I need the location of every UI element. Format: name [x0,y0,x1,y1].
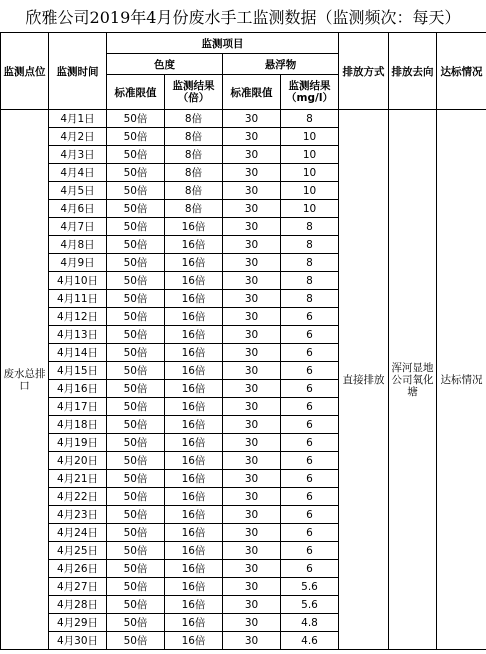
header-monitoring-time: 监测时间 [49,33,107,110]
ss-standard-cell: 30 [223,578,281,596]
ss-standard-cell: 30 [223,542,281,560]
header-suspended-solids: 悬浮物 [223,54,339,75]
color-standard-cell: 50倍 [107,488,165,506]
date-cell: 4月11日 [49,290,107,308]
ss-result-cell: 5.6 [281,596,339,614]
date-cell: 4月13日 [49,326,107,344]
header-discharge-method: 排放方式 [339,33,389,110]
ss-result-cell: 6 [281,488,339,506]
date-cell: 4月16日 [49,380,107,398]
color-standard-cell: 50倍 [107,632,165,650]
color-standard-cell: 50倍 [107,416,165,434]
color-standard-cell: 50倍 [107,470,165,488]
color-standard-cell: 50倍 [107,326,165,344]
ss-standard-cell: 30 [223,380,281,398]
header-compliance: 达标情况 [437,33,486,110]
compliance-cell: 达标情况 [437,110,486,650]
ss-standard-cell: 30 [223,362,281,380]
ss-standard-cell: 30 [223,470,281,488]
date-cell: 4月12日 [49,308,107,326]
header-ss-standard-limit: 标准限值 [223,75,281,110]
color-standard-cell: 50倍 [107,524,165,542]
monitoring-table [0,32,486,650]
ss-result-cell: 6 [281,524,339,542]
color-result-cell: 16倍 [165,218,223,236]
ss-standard-cell: 30 [223,452,281,470]
ss-result-cell: 6 [281,380,339,398]
date-cell: 4月17日 [49,398,107,416]
ss-result-cell: 6 [281,326,339,344]
ss-result-cell: 6 [281,308,339,326]
ss-result-cell: 6 [281,470,339,488]
color-result-cell: 16倍 [165,434,223,452]
date-cell: 4月28日 [49,596,107,614]
color-result-cell: 16倍 [165,470,223,488]
ss-standard-cell: 30 [223,416,281,434]
ss-result-cell: 10 [281,182,339,200]
date-cell: 4月6日 [49,200,107,218]
color-standard-cell: 50倍 [107,434,165,452]
date-cell: 4月4日 [49,164,107,182]
sheet-title: 欣雅公司2019年4月份废水手工监测数据（监测频次：每天） [25,7,461,27]
ss-standard-cell: 30 [223,488,281,506]
ss-result-cell: 8 [281,272,339,290]
header-color: 色度 [107,54,223,75]
ss-result-cell: 4.8 [281,614,339,632]
color-standard-cell: 50倍 [107,398,165,416]
ss-standard-cell: 30 [223,110,281,128]
ss-result-cell: 8 [281,290,339,308]
date-cell: 4月20日 [49,452,107,470]
color-standard-cell: 50倍 [107,596,165,614]
date-cell: 4月15日 [49,362,107,380]
date-cell: 4月19日 [49,434,107,452]
header-discharge-destination: 排放去向 [389,33,437,110]
date-cell: 4月7日 [49,218,107,236]
color-standard-cell: 50倍 [107,578,165,596]
color-standard-cell: 50倍 [107,452,165,470]
color-result-cell: 8倍 [165,110,223,128]
color-standard-cell: 50倍 [107,506,165,524]
color-result-cell: 16倍 [165,362,223,380]
color-result-cell: 8倍 [165,128,223,146]
date-cell: 4月14日 [49,344,107,362]
color-standard-cell: 50倍 [107,614,165,632]
color-standard-cell: 50倍 [107,254,165,272]
date-cell: 4月1日 [49,110,107,128]
date-cell: 4月21日 [49,470,107,488]
date-cell: 4月10日 [49,272,107,290]
color-standard-cell: 50倍 [107,236,165,254]
ss-standard-cell: 30 [223,632,281,650]
ss-standard-cell: 30 [223,344,281,362]
ss-standard-cell: 30 [223,434,281,452]
color-standard-cell: 50倍 [107,164,165,182]
color-result-cell: 8倍 [165,164,223,182]
color-standard-cell: 50倍 [107,182,165,200]
color-standard-cell: 50倍 [107,380,165,398]
date-cell: 4月30日 [49,632,107,650]
date-cell: 4月5日 [49,182,107,200]
ss-standard-cell: 30 [223,272,281,290]
color-result-cell: 16倍 [165,506,223,524]
color-standard-cell: 50倍 [107,560,165,578]
ss-standard-cell: 30 [223,254,281,272]
ss-standard-cell: 30 [223,128,281,146]
color-result-cell: 16倍 [165,524,223,542]
date-cell: 4月23日 [49,506,107,524]
ss-result-cell: 4.6 [281,632,339,650]
ss-result-cell: 6 [281,452,339,470]
color-result-cell: 16倍 [165,290,223,308]
color-standard-cell: 50倍 [107,218,165,236]
discharge-method-cell: 直接排放 [339,110,389,650]
date-cell: 4月22日 [49,488,107,506]
color-result-cell: 16倍 [165,416,223,434]
ss-standard-cell: 30 [223,218,281,236]
ss-result-cell: 6 [281,416,339,434]
color-standard-cell: 50倍 [107,542,165,560]
color-result-cell: 16倍 [165,560,223,578]
ss-result-cell: 6 [281,560,339,578]
color-result-cell: 16倍 [165,614,223,632]
color-standard-cell: 50倍 [107,308,165,326]
date-cell: 4月26日 [49,560,107,578]
color-result-cell: 16倍 [165,632,223,650]
ss-standard-cell: 30 [223,326,281,344]
color-standard-cell: 50倍 [107,344,165,362]
ss-standard-cell: 30 [223,614,281,632]
discharge-destination-cell: 浑河显地公司氧化塘 [389,110,437,650]
color-result-cell: 16倍 [165,326,223,344]
ss-standard-cell: 30 [223,164,281,182]
color-standard-cell: 50倍 [107,362,165,380]
ss-result-cell: 10 [281,200,339,218]
color-result-cell: 8倍 [165,182,223,200]
ss-result-cell: 6 [281,506,339,524]
ss-result-cell: 6 [281,434,339,452]
ss-standard-cell: 30 [223,524,281,542]
color-result-cell: 8倍 [165,146,223,164]
date-cell: 4月29日 [49,614,107,632]
ss-result-cell: 8 [281,254,339,272]
ss-result-cell: 6 [281,362,339,380]
ss-standard-cell: 30 [223,146,281,164]
date-cell: 4月2日 [49,128,107,146]
ss-result-cell: 6 [281,398,339,416]
ss-standard-cell: 30 [223,290,281,308]
ss-standard-cell: 30 [223,236,281,254]
header-color-standard-limit: 标准限值 [107,75,165,110]
date-cell: 4月9日 [49,254,107,272]
color-standard-cell: 50倍 [107,128,165,146]
color-result-cell: 16倍 [165,542,223,560]
color-result-cell: 16倍 [165,452,223,470]
color-standard-cell: 50倍 [107,146,165,164]
color-result-cell: 16倍 [165,596,223,614]
ss-result-cell: 8 [281,218,339,236]
ss-standard-cell: 30 [223,398,281,416]
color-result-cell: 16倍 [165,344,223,362]
table-row [1,110,486,128]
color-result-cell: 16倍 [165,488,223,506]
ss-result-cell: 10 [281,128,339,146]
ss-result-cell: 8 [281,110,339,128]
ss-result-cell: 6 [281,344,339,362]
ss-result-cell: 6 [281,542,339,560]
ss-result-cell: 10 [281,164,339,182]
color-standard-cell: 50倍 [107,290,165,308]
ss-result-cell: 10 [281,146,339,164]
date-cell: 4月3日 [49,146,107,164]
ss-standard-cell: 30 [223,596,281,614]
date-cell: 4月24日 [49,524,107,542]
color-result-cell: 8倍 [165,200,223,218]
date-cell: 4月18日 [49,416,107,434]
ss-standard-cell: 30 [223,560,281,578]
color-result-cell: 16倍 [165,578,223,596]
header-monitoring-items: 监测项目 [107,33,339,54]
ss-standard-cell: 30 [223,182,281,200]
header-monitoring-point: 监测点位 [1,33,49,110]
date-cell: 4月27日 [49,578,107,596]
color-result-cell: 16倍 [165,398,223,416]
ss-standard-cell: 30 [223,506,281,524]
color-result-cell: 16倍 [165,272,223,290]
color-result-cell: 16倍 [165,308,223,326]
ss-result-cell: 8 [281,236,339,254]
header-color-result: 监测结果（倍） [165,75,223,110]
color-standard-cell: 50倍 [107,200,165,218]
color-standard-cell: 50倍 [107,110,165,128]
date-cell: 4月25日 [49,542,107,560]
ss-result-cell: 5.6 [281,578,339,596]
ss-standard-cell: 30 [223,308,281,326]
date-cell: 4月8日 [49,236,107,254]
color-result-cell: 16倍 [165,236,223,254]
color-result-cell: 16倍 [165,380,223,398]
monitoring-point-cell: 废水总排口 [1,110,49,650]
color-result-cell: 16倍 [165,254,223,272]
color-standard-cell: 50倍 [107,272,165,290]
ss-standard-cell: 30 [223,200,281,218]
header-ss-result: 监测结果（mg/l） [281,75,339,110]
